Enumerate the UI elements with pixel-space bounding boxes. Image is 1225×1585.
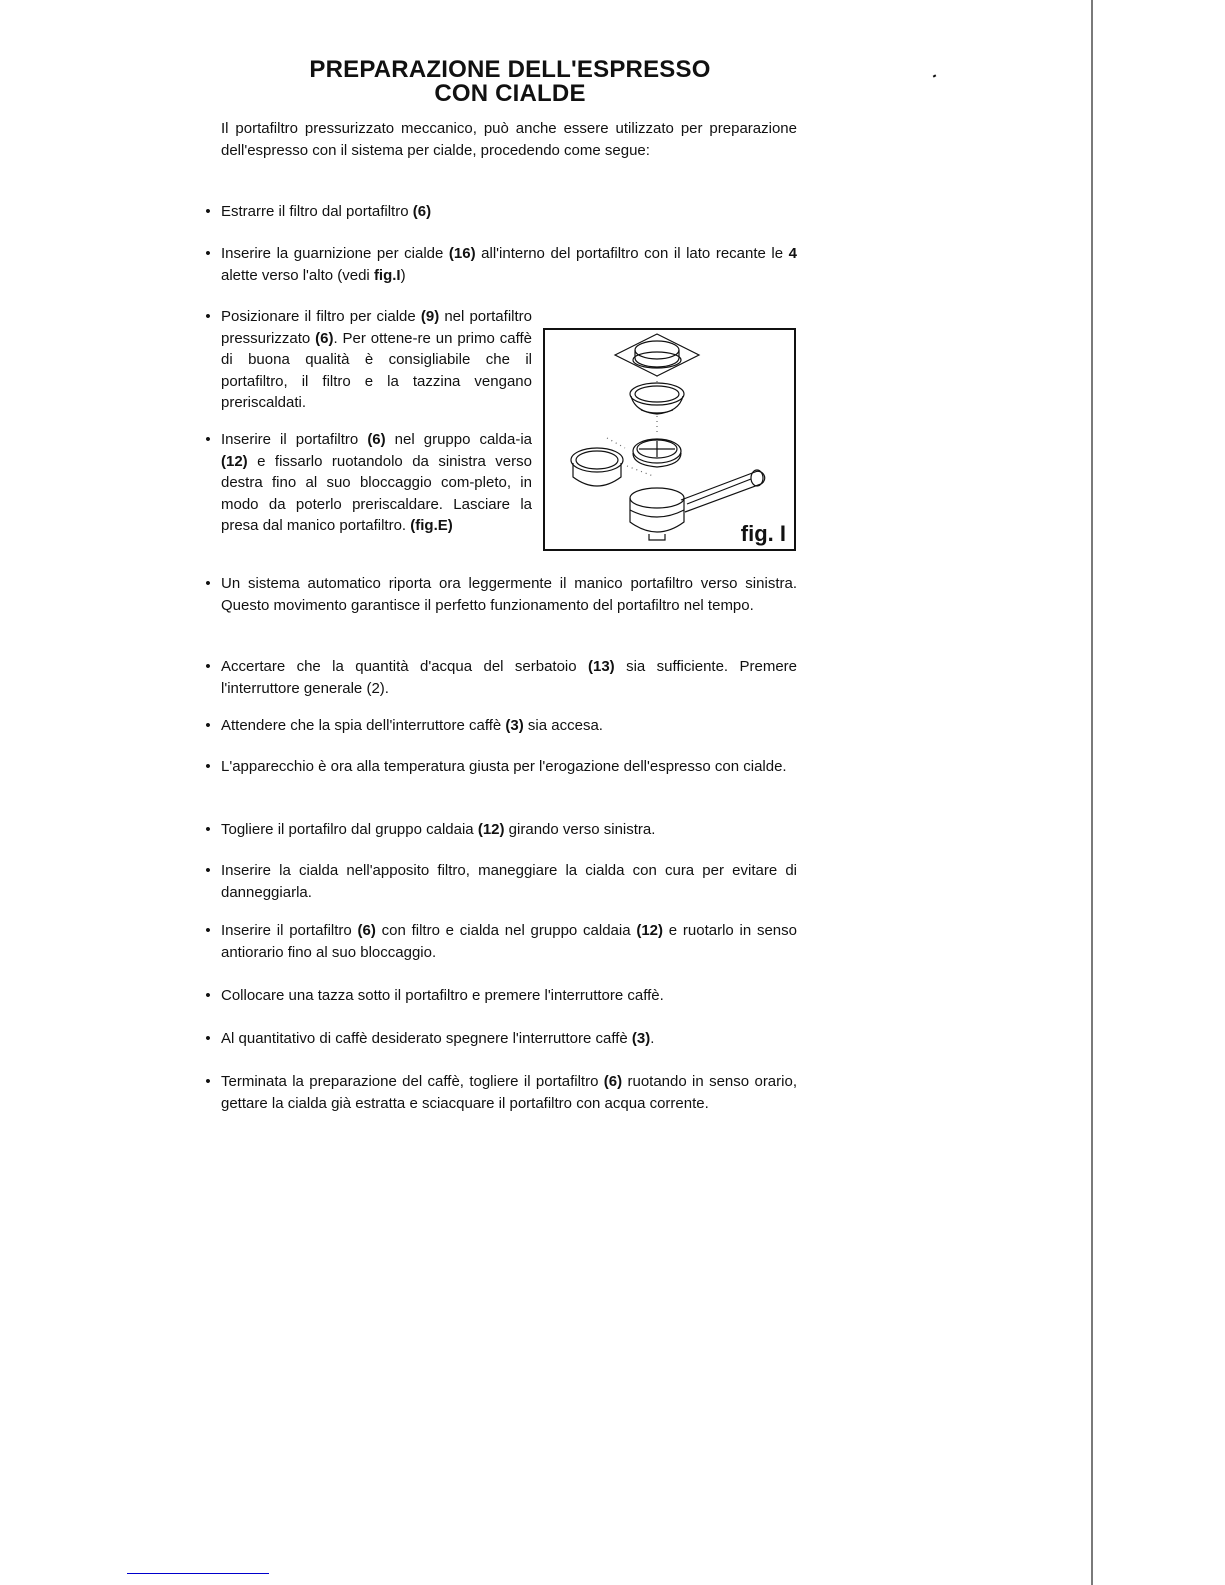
- item-text: Inserire la cialda nell'apposito filtro, maneggiare la cialda con cura per evitare di danneggiarla.: [221, 862, 797, 901]
- bullet-icon: •: [205, 987, 211, 1004]
- item-text: sia accesa.: [523, 717, 603, 734]
- bullet-icon: •: [205, 1030, 211, 1047]
- scan-mark: [933, 74, 937, 77]
- list-item: [205, 715, 797, 737]
- item-text: nel gruppo calda-ia: [385, 431, 532, 448]
- gasket-icon: [630, 383, 684, 414]
- item-ref: (6): [367, 431, 386, 448]
- item-text: L'apparecchio è ora alla temperatura giusta per l'erogazione dell'espresso con cialde.: [221, 758, 787, 775]
- item-ref: (6): [412, 203, 432, 220]
- bullet-icon: •: [205, 431, 211, 448]
- item-ref: (3): [505, 717, 524, 734]
- item-text: Al quantitativo di caffè desiderato spegnere l'interruttore caffè: [221, 1030, 632, 1047]
- item-ref: (3): [631, 1030, 651, 1047]
- list-item: [205, 201, 797, 223]
- list-item: [205, 243, 797, 286]
- item-text: Inserire il portafiltro: [221, 922, 358, 939]
- bullet-icon: •: [205, 862, 211, 879]
- item-ref: (9): [420, 308, 440, 325]
- list-item: [205, 306, 533, 414]
- list-item: [205, 860, 797, 903]
- page-title: [200, 58, 820, 106]
- item-ref: (6): [357, 922, 376, 939]
- item-ref: (12): [477, 821, 505, 838]
- item-text: Posizionare il filtro per cialde: [221, 308, 421, 325]
- item-text: ): [400, 266, 406, 284]
- item-text: alette verso l'alto (vedi: [221, 266, 374, 284]
- bullet-icon: •: [205, 758, 211, 775]
- item-text: Estrarre il filtro dal portafiltro: [221, 203, 413, 220]
- item-text: .: [650, 1030, 655, 1047]
- item-text: e fissarlo ruotandolo da sinistra verso destra fino al suo bloccaggio com-pleto, in modo da poterlo preriscaldare. Lasciare la presa dal manico portafiltro.: [221, 452, 532, 534]
- page-edge-line: [1091, 0, 1093, 1585]
- list-item: [205, 573, 797, 616]
- item-text: girando verso sinistra.: [504, 821, 656, 838]
- intro-paragraph: Il portafiltro pressurizzato meccanico, può anche essere utilizzato per preparazione dell'espresso con il sistema per cialde, procedendo come segue:: [221, 120, 797, 159]
- list-item: [205, 1071, 797, 1114]
- item-text: nel portafiltro pressurizzato: [221, 308, 532, 347]
- bullet-icon: •: [205, 203, 211, 220]
- item-ref: (6): [603, 1073, 623, 1090]
- item-text: ruotando in senso orario, gettare la cialda già estratta e sciacquare il portafiltro con acqua corrente.: [221, 1073, 797, 1112]
- item-ref: 4: [788, 245, 797, 262]
- item-ref: fig.I: [373, 266, 401, 284]
- item-text: Accertare che la quantità d'acqua del serbatoio: [221, 658, 588, 675]
- list-item: [205, 756, 797, 778]
- list-item: [205, 429, 532, 537]
- bullet-icon: •: [205, 658, 211, 675]
- bullet-icon: •: [205, 1073, 211, 1090]
- item-text: Attendere che la spia dell'interruttore caffè: [221, 717, 506, 734]
- item-text: sia sufficiente. Premere l'interruttore generale (2).: [221, 658, 797, 697]
- item-ref: (6): [315, 329, 334, 347]
- item-text: all'interno del portafiltro con il lato recante le: [475, 245, 789, 262]
- item-text: Terminata la preparazione del caffè, togliere il portafiltro: [221, 1073, 604, 1090]
- list-item: [205, 819, 797, 841]
- item-ref: (12): [636, 922, 664, 939]
- figure-label: fig. I: [740, 521, 786, 546]
- figure-i: [543, 328, 796, 551]
- item-ref: (fig.E): [410, 517, 453, 534]
- item-text: . Per ottene-re un primo caffè di buona qualità è consigliabile che il portafiltro, il filtro e la tazzina vengano preriscaldati.: [221, 329, 533, 411]
- item-text: Inserire la guarnizione per cialde: [221, 245, 449, 262]
- link-underline[interactable]: [127, 1573, 269, 1574]
- item-ref: (12): [221, 452, 248, 470]
- title-line-1: PREPARAZIONE DELL'ESPRESSO: [309, 56, 711, 83]
- item-text: Collocare una tazza sotto il portafiltro e premere l'interruttore caffè.: [221, 987, 664, 1004]
- guide-lines: [607, 376, 657, 476]
- filter-basket-icon: [571, 448, 623, 486]
- bullet-icon: •: [205, 922, 211, 939]
- list-item: [205, 656, 797, 699]
- list-item: [205, 1028, 797, 1050]
- title-line-2: CON CIALDE: [434, 80, 586, 107]
- pod-filter-icon: [633, 439, 681, 467]
- pod-seal-icon: [615, 334, 699, 376]
- item-text: Inserire il portafiltro: [221, 431, 368, 448]
- bullet-icon: •: [205, 245, 211, 262]
- bullet-icon: •: [205, 308, 211, 325]
- item-ref: (16): [448, 245, 476, 262]
- list-item: [205, 920, 797, 963]
- bullet-icon: •: [205, 821, 211, 838]
- bullet-icon: •: [205, 575, 211, 592]
- list-item: [205, 985, 797, 1007]
- item-ref: (13): [588, 658, 615, 675]
- bullet-icon: •: [205, 717, 211, 734]
- item-text: Togliere il portafilro dal gruppo caldaia: [221, 821, 478, 838]
- item-text: Un sistema automatico riporta ora leggermente il manico portafiltro verso sinistra. Questo movimento garantisce il perfetto funzionamento del portafiltro nel tempo.: [221, 575, 797, 614]
- item-text: con filtro e cialda nel gruppo caldaia: [375, 922, 637, 939]
- item-text: e ruotarlo in senso antiorario fino al suo bloccaggio.: [221, 922, 797, 961]
